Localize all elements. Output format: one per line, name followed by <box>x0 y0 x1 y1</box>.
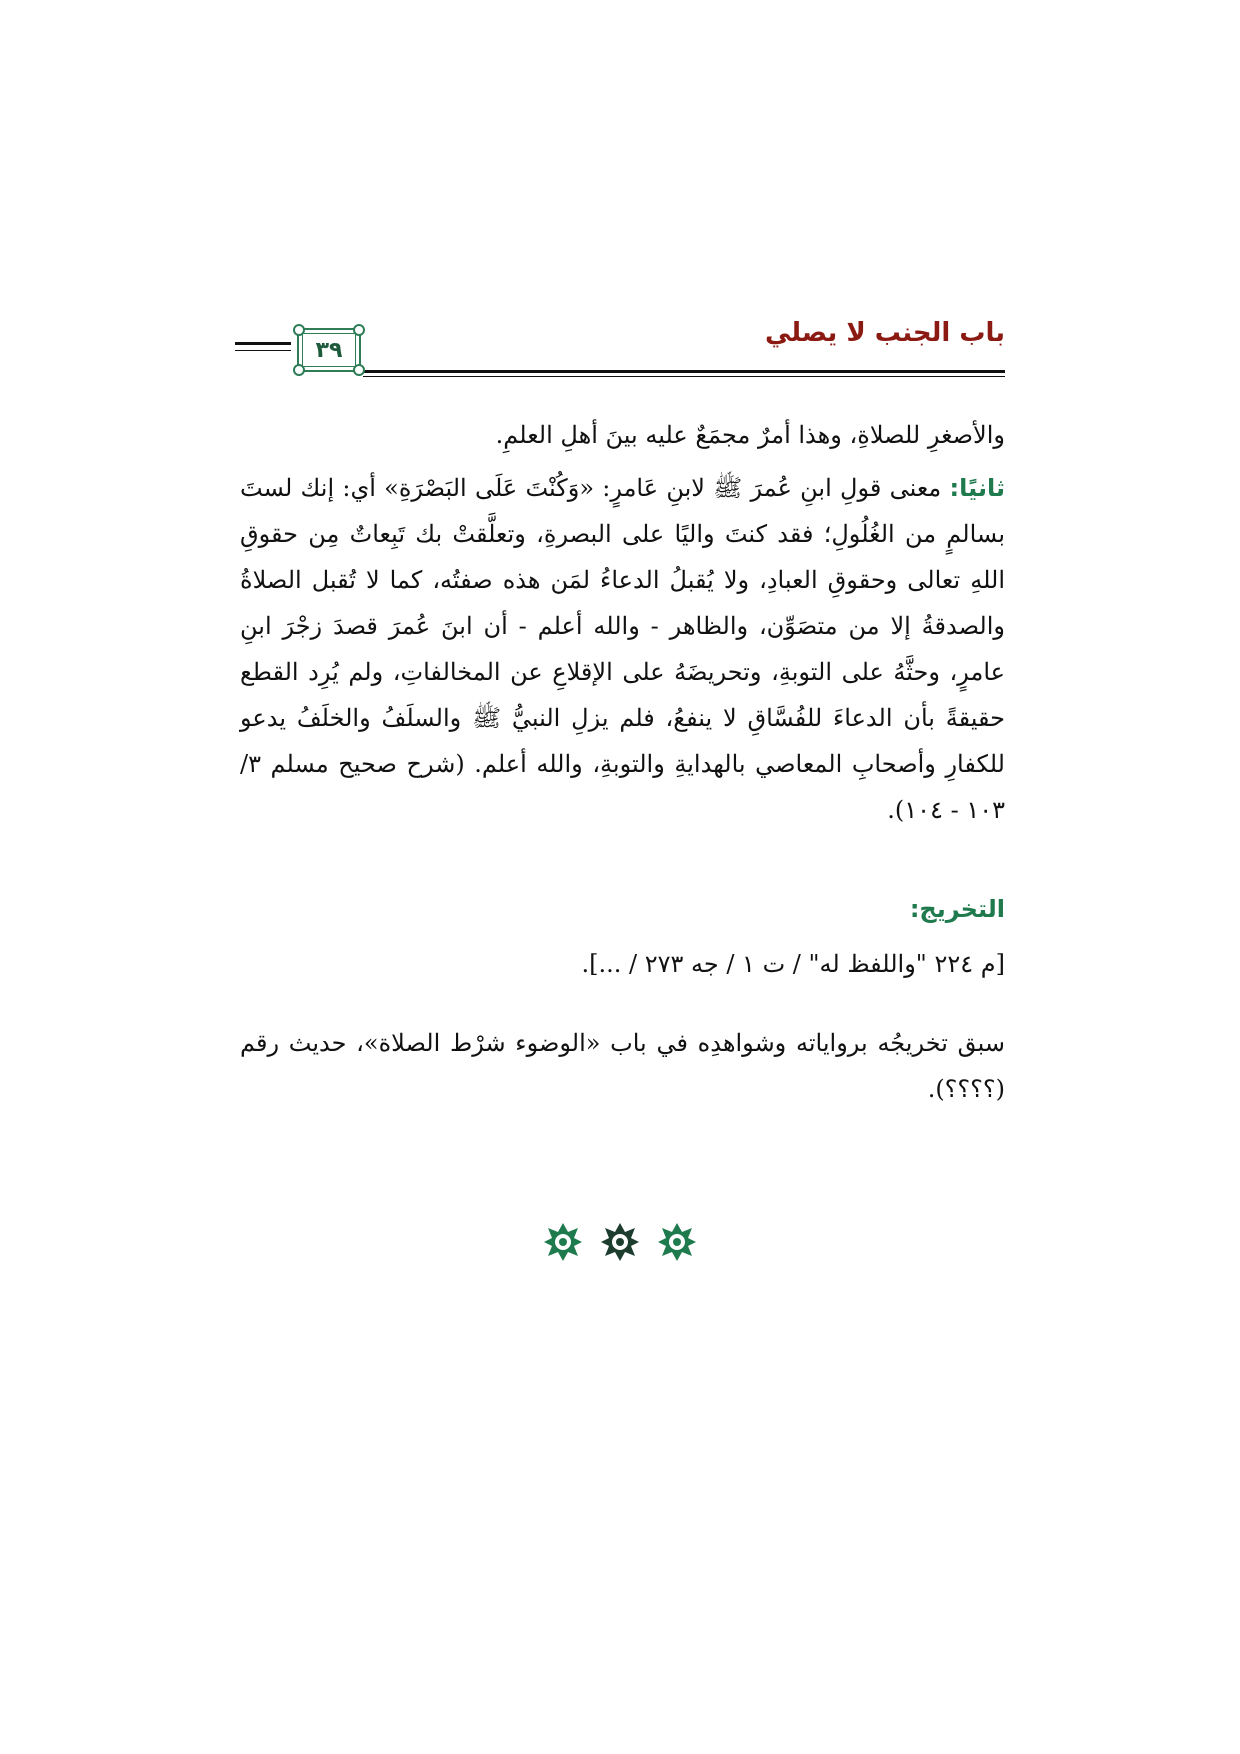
paragraph-2-text: معنى قولِ ابنِ عُمرَ ﷺ لابنِ عَامرٍ: «وَكُنْتَ عَلَى البَصْرَةِ» أي: إنك لستَ بسالمٍ من الغُلُولِ؛ فقد كنتَ واليًا على البصرةِ، وتعلَّقتْ بك تَبِعاتٌ مِن حقوقِ اللهِ تعالى وحقوقِ العبادِ، ولا يُقبلُ الدعاءُ لمَن هذه صفتُه، كما لا تُقبل الصلاةُ والصدقةُ إلا من متصَوِّن، والظاهر - والله أعلم - أن ابنَ عُمرَ قصدَ زجْرَ ابنِ عامرٍ، وحثَّهُ على التوبةِ، وتحريضَهُ على الإقلاعِ عن المخالفاتِ، ولم يُرِد القطع حقيقةً بأن الدعاءَ للفُسَّاقِ لا ينفعُ، فلم يزلِ النبيُّ ﷺ والسلَفُ والخلَفُ يدعو للكفارِ وأصحابِ المعاصي بالهدايةِ والتوبةِ، والله أعلم. (شرح صحيح مسلم ٣/ ١٠٣ - ١٠٤). <box>240 474 1005 824</box>
page-number-frame <box>297 328 361 372</box>
hadith-reference: [م ٢٢٤ "واللفظ له" / ت ١ / جه ٢٧٣ / ...]. <box>581 950 1005 978</box>
header-rule <box>363 370 1005 373</box>
star-ornament-icon <box>657 1222 697 1262</box>
star-ornament-icon <box>600 1222 640 1262</box>
header-rule-left <box>235 342 291 345</box>
frame-corner-icon <box>353 364 365 376</box>
frame-corner-icon <box>293 324 305 336</box>
page-number: ٣٩ <box>315 337 343 363</box>
page-header <box>235 318 1005 388</box>
paragraph-2 <box>240 465 1005 833</box>
paragraph-3: سبق تخريجُه برواياته وشواهدِه في باب «الوضوء شرْط الصلاة»، حديث رقم (؟؟؟؟). <box>240 1029 1005 1103</box>
star-ornament-icon <box>543 1222 583 1262</box>
header-rule-thin <box>363 376 1005 377</box>
paragraph-2-lead: ثانيًا: <box>949 474 1005 502</box>
takhrij-heading: التخريج: <box>909 895 1005 923</box>
header-rule-left-thin <box>235 350 291 351</box>
frame-corner-icon <box>293 364 305 376</box>
section-end-ornaments <box>0 1222 1240 1266</box>
paragraph-1: والأصغرِ للصلاةِ، وهذا أمرٌ مجمَعٌ عليه بينَ أهلِ العلمِ. <box>495 421 1005 449</box>
frame-corner-icon <box>353 324 365 336</box>
chapter-title: باب الجنب لا يصلي <box>764 318 1005 348</box>
